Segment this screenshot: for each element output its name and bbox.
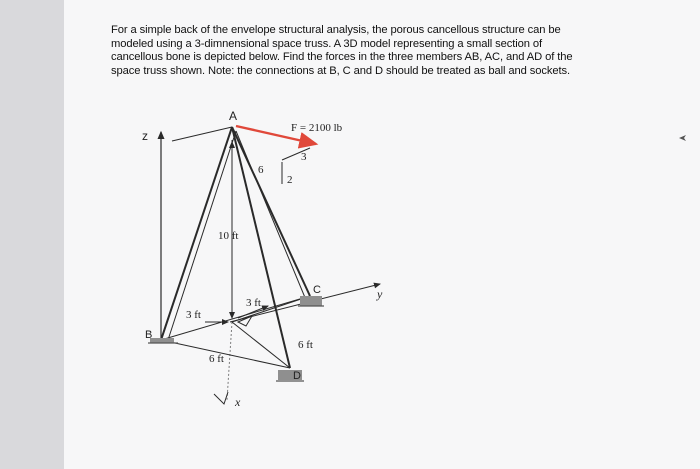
dim-height: 10 ft xyxy=(218,230,239,242)
mouse-cursor-icon xyxy=(678,133,688,143)
slope-3: 3 xyxy=(301,151,307,163)
point-d-label: D xyxy=(293,370,301,382)
point-a-label: A xyxy=(229,109,238,123)
support-b xyxy=(148,338,178,343)
dim-mid-3: 3 ft xyxy=(246,297,261,309)
point-c-label: C xyxy=(313,284,321,296)
dim-left-3: 3 ft xyxy=(186,309,201,321)
support-c xyxy=(298,296,324,306)
base-bd xyxy=(161,340,290,368)
x-axis xyxy=(227,322,232,400)
x-axis-arrow xyxy=(214,392,228,404)
slope-2: 2 xyxy=(287,174,293,186)
dim-right-6: 6 ft xyxy=(298,339,313,351)
member-ac-outline xyxy=(236,131,306,300)
problem-line-3: cancellous bone is depicted below. Find the forces in the three members AB, AC, and AD of the xyxy=(111,51,573,64)
problem-line-4: space truss shown. Note: the connections at B, C and D should be treated as ball and sockets. xyxy=(111,64,570,77)
dim-bottom-6: 6 ft xyxy=(209,353,224,365)
top-guide-line xyxy=(172,127,232,141)
y-axis-label: y xyxy=(377,287,383,301)
force-label: F = 2100 lb xyxy=(291,122,343,134)
member-ac xyxy=(232,127,310,296)
base-origin-c xyxy=(232,296,310,322)
x-axis-label: x xyxy=(235,395,241,409)
slope-6: 6 xyxy=(258,164,264,176)
point-b-label: B xyxy=(145,329,153,341)
problem-line-1: For a simple back of the envelope structural analysis, the porous cancellous structure can be xyxy=(111,24,561,36)
problem-line-2: modeled using a 3-dimnensional space truss. A 3D model representing a small section of xyxy=(111,37,543,50)
base-bc xyxy=(161,296,310,340)
z-axis-label: z xyxy=(142,129,148,143)
